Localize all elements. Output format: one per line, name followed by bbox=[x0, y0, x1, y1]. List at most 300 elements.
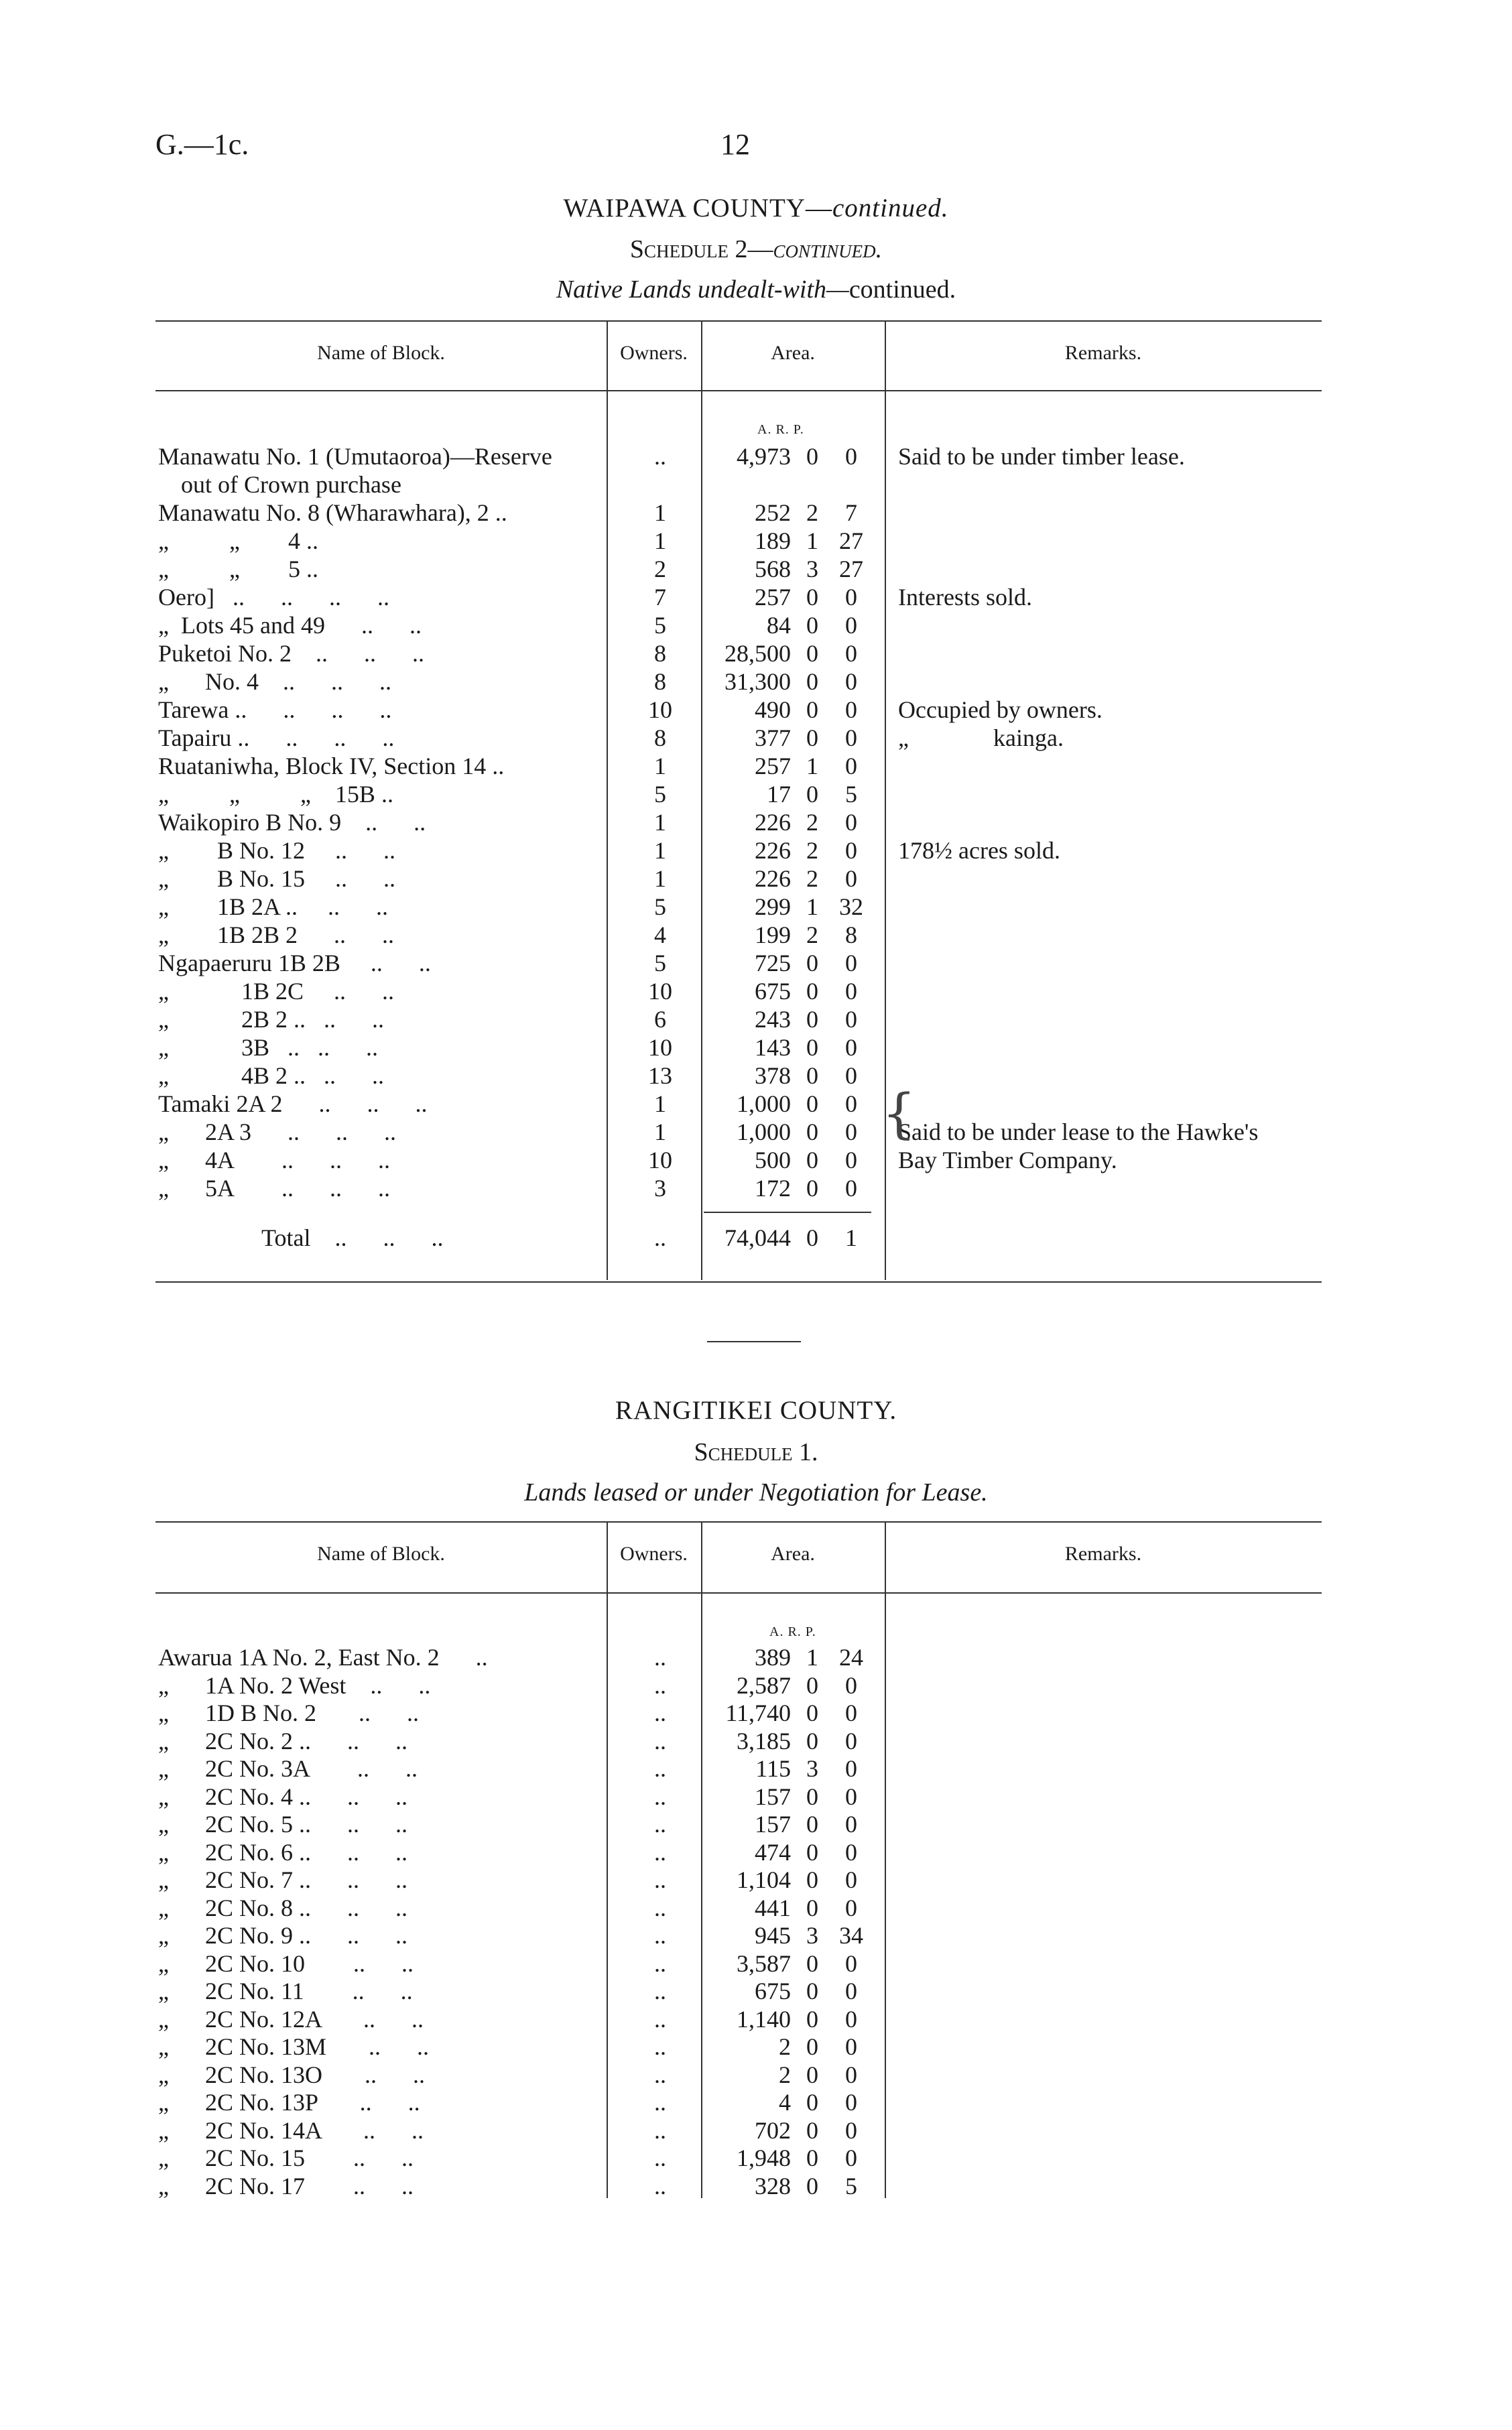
table-row bbox=[0, 1754, 1512, 1783]
block-name: „ 2A 3 .. .. .. bbox=[158, 1118, 396, 1145]
remarks-cell: Said to be under timber lease. bbox=[898, 443, 1185, 470]
owners-cell: .. bbox=[654, 2145, 666, 2171]
roods-cell: 0 bbox=[806, 443, 818, 470]
column-header-owners: Owners. bbox=[620, 1543, 688, 1565]
roods-cell: 0 bbox=[806, 1147, 818, 1173]
roods-cell: 0 bbox=[806, 2145, 818, 2171]
block-name: „ „ 4 .. bbox=[158, 527, 318, 554]
owners-cell: .. bbox=[654, 1838, 666, 1866]
total-perches: 1 bbox=[845, 1224, 857, 1251]
block-name: Awarua 1A No. 2, East No. 2 .. bbox=[158, 1644, 488, 1671]
roods-cell: 0 bbox=[806, 1671, 818, 1699]
acres-cell: 226 bbox=[755, 809, 791, 836]
owners-cell: 1 bbox=[654, 1090, 666, 1117]
table-row bbox=[0, 1062, 1512, 1090]
block-name: „ 2C No. 9 .. .. .. bbox=[158, 1922, 407, 1949]
perches-cell: 0 bbox=[845, 1978, 857, 2004]
roods-cell: 0 bbox=[806, 1949, 818, 1977]
section1-subtitle: Native Lands undealt-with—continued. bbox=[556, 275, 956, 304]
total-label: Total .. .. .. bbox=[261, 1224, 444, 1251]
table-row bbox=[0, 499, 1512, 527]
block-name: „ 2C No. 5 .. .. .. bbox=[158, 1811, 407, 1838]
owners-cell: .. bbox=[654, 1671, 666, 1699]
owners-cell: .. bbox=[654, 1811, 666, 1838]
block-name: „ 3B .. .. .. bbox=[158, 1034, 378, 1061]
acres-cell: 1,000 bbox=[737, 1118, 791, 1145]
roods-cell: 0 bbox=[806, 2172, 818, 2199]
roods-cell: 0 bbox=[806, 2033, 818, 2060]
table-row bbox=[0, 752, 1512, 780]
owners-cell: 8 bbox=[654, 640, 666, 667]
acres-cell: 257 bbox=[755, 753, 791, 779]
remarks-cell: Interests sold. bbox=[898, 584, 1032, 611]
table-row bbox=[0, 527, 1512, 555]
roods-cell: 2 bbox=[806, 921, 818, 948]
perches-cell: 0 bbox=[845, 2005, 857, 2033]
roods-cell: 0 bbox=[806, 1727, 818, 1754]
perches-cell: 0 bbox=[845, 809, 857, 836]
perches-cell: 0 bbox=[845, 724, 857, 751]
owners-cell: 7 bbox=[654, 584, 666, 611]
roods-cell: 0 bbox=[806, 668, 818, 695]
block-name: „ 2B 2 .. .. .. bbox=[158, 1006, 384, 1033]
remarks-cell: 178½ acres sold. bbox=[898, 837, 1060, 864]
section2-schedule: Schedule 1. bbox=[694, 1438, 818, 1466]
table-row bbox=[0, 667, 1512, 696]
roods-cell: 2 bbox=[806, 499, 818, 526]
perches-cell: 0 bbox=[845, 1894, 857, 1921]
perches-cell: 5 bbox=[845, 781, 857, 808]
owners-cell: .. bbox=[654, 2172, 666, 2199]
block-name: „ No. 4 .. .. .. bbox=[158, 668, 391, 695]
column-header-area: Area. bbox=[771, 1543, 815, 1565]
area-units: A. R. P. bbox=[769, 1624, 816, 1639]
block-name: Tapairu .. .. .. .. bbox=[158, 724, 395, 751]
roods-cell: 0 bbox=[806, 1118, 818, 1145]
block-name: Tamaki 2A 2 .. .. .. bbox=[158, 1090, 428, 1117]
perches-cell: 0 bbox=[845, 1034, 857, 1061]
roods-cell: 0 bbox=[806, 781, 818, 808]
column-header-name: Name of Block. bbox=[317, 342, 445, 364]
perches-cell: 0 bbox=[845, 612, 857, 639]
owners-cell: .. bbox=[654, 1978, 666, 2004]
owners-cell: .. bbox=[654, 1700, 666, 1726]
table-row bbox=[0, 611, 1512, 639]
roods-cell: 3 bbox=[806, 1922, 818, 1949]
acres-cell: 11,740 bbox=[725, 1700, 791, 1726]
section1-schedule: Schedule 2—continued. bbox=[629, 235, 883, 263]
perches-cell: 0 bbox=[845, 1700, 857, 1726]
table-row bbox=[0, 865, 1512, 893]
table-row bbox=[0, 2172, 1512, 2200]
acres-cell: 1,000 bbox=[737, 1090, 791, 1117]
perches-cell: 8 bbox=[845, 921, 857, 948]
acres-cell: 31,300 bbox=[724, 668, 791, 695]
block-name: „ 2C No. 13O .. .. bbox=[158, 2061, 425, 2088]
section-separator bbox=[707, 1341, 801, 1342]
owners-cell: .. bbox=[654, 443, 666, 470]
owners-cell: 6 bbox=[654, 1006, 666, 1033]
owners-cell: .. bbox=[654, 2033, 666, 2060]
column-header-area: Area. bbox=[771, 342, 815, 364]
table-header-rule bbox=[155, 1592, 1322, 1594]
block-name: „ 2C No. 2 .. .. .. bbox=[158, 1727, 407, 1754]
roods-cell: 2 bbox=[806, 809, 818, 836]
roods-cell: 3 bbox=[806, 556, 818, 582]
roods-cell: 0 bbox=[806, 1811, 818, 1838]
acres-cell: 725 bbox=[755, 950, 791, 976]
table-row bbox=[0, 1174, 1512, 1202]
total-owners: .. bbox=[654, 1224, 666, 1251]
owners-cell: 10 bbox=[648, 978, 672, 1005]
perches-cell: 7 bbox=[845, 499, 857, 526]
owners-cell: .. bbox=[654, 1922, 666, 1949]
perches-cell: 0 bbox=[845, 1755, 857, 1782]
total-roods: 0 bbox=[806, 1224, 818, 1251]
perches-cell: 0 bbox=[845, 865, 857, 892]
owners-cell: .. bbox=[654, 2089, 666, 2116]
table-row bbox=[0, 724, 1512, 752]
section1-county-title: WAIPAWA COUNTY—continued. bbox=[563, 194, 949, 222]
acres-cell: 328 bbox=[755, 2172, 791, 2199]
block-name: Manawatu No. 1 (Umutaoroa)—Reserve bbox=[158, 443, 552, 470]
block-name: „ 2C No. 13P .. .. bbox=[158, 2089, 420, 2116]
perches-cell: 0 bbox=[845, 1866, 857, 1893]
section2-subtitle: Lands leased or under Negotiation for Lease. bbox=[524, 1478, 988, 1507]
table-top-rule bbox=[155, 320, 1322, 322]
acres-cell: 500 bbox=[755, 1147, 791, 1173]
owners-cell: .. bbox=[654, 2005, 666, 2033]
roods-cell: 0 bbox=[806, 1838, 818, 1866]
roods-cell: 0 bbox=[806, 950, 818, 976]
brace-mark: { bbox=[882, 1082, 916, 1145]
acres-cell: 172 bbox=[755, 1175, 791, 1202]
table-row bbox=[0, 1146, 1512, 1174]
perches-cell: 0 bbox=[845, 668, 857, 695]
acres-cell: 4,973 bbox=[737, 443, 791, 470]
acres-cell: 199 bbox=[755, 921, 791, 948]
acres-cell: 157 bbox=[755, 1811, 791, 1838]
owners-cell: .. bbox=[654, 2116, 666, 2144]
perches-cell: 0 bbox=[845, 2033, 857, 2060]
column-header-remarks: Remarks. bbox=[1064, 1543, 1142, 1565]
table-header-rule bbox=[155, 390, 1322, 391]
perches-cell: 27 bbox=[839, 527, 863, 554]
perches-cell: 0 bbox=[845, 1838, 857, 1866]
table-row bbox=[0, 977, 1512, 1005]
acres-cell: 675 bbox=[755, 978, 791, 1005]
table-row bbox=[0, 1727, 1512, 1755]
acres-cell: 252 bbox=[755, 499, 791, 526]
owners-cell: 1 bbox=[654, 865, 666, 892]
perches-cell: 0 bbox=[845, 2061, 857, 2088]
roods-cell: 0 bbox=[806, 696, 818, 723]
table-row bbox=[0, 1643, 1512, 1671]
owners-cell: 10 bbox=[648, 696, 672, 723]
block-name: Puketoi No. 2 .. .. .. bbox=[158, 640, 425, 667]
acres-cell: 1,140 bbox=[737, 2005, 791, 2033]
table-row bbox=[0, 1921, 1512, 1949]
perches-cell: 0 bbox=[845, 950, 857, 976]
column-header-remarks: Remarks. bbox=[1064, 342, 1142, 364]
roods-cell: 0 bbox=[806, 1090, 818, 1117]
area-units: A. R. P. bbox=[757, 422, 804, 437]
acres-cell: 378 bbox=[755, 1062, 791, 1089]
perches-cell: 0 bbox=[845, 1062, 857, 1089]
perches-cell: 0 bbox=[845, 1949, 857, 1977]
table-row bbox=[0, 1090, 1512, 1118]
block-name: „ B No. 15 .. .. bbox=[158, 865, 395, 892]
acres-cell: 257 bbox=[755, 584, 791, 611]
acres-cell: 675 bbox=[755, 1978, 791, 2004]
roods-cell: 0 bbox=[806, 724, 818, 751]
roods-cell: 1 bbox=[806, 753, 818, 779]
perches-cell: 0 bbox=[845, 696, 857, 723]
page-number: 12 bbox=[720, 128, 750, 161]
perches-cell: 0 bbox=[845, 753, 857, 779]
owners-cell: 1 bbox=[654, 527, 666, 554]
block-name: „ 2C No. 12A .. .. bbox=[158, 2005, 424, 2033]
perches-cell: 34 bbox=[839, 1922, 863, 1949]
block-name: „ 1B 2A .. .. .. bbox=[158, 893, 389, 920]
remarks-cell: Said to be under lease to the Hawke's bbox=[898, 1118, 1259, 1145]
perches-cell: 0 bbox=[845, 1090, 857, 1117]
owners-cell: .. bbox=[654, 1894, 666, 1921]
block-name: Oero] .. .. .. .. bbox=[158, 584, 389, 611]
roods-cell: 0 bbox=[806, 1866, 818, 1893]
owners-cell: .. bbox=[654, 1783, 666, 1810]
roods-cell: 0 bbox=[806, 978, 818, 1005]
block-name: „ 2C No. 15 .. .. bbox=[158, 2145, 414, 2171]
acres-cell: 226 bbox=[755, 837, 791, 864]
owners-cell: .. bbox=[654, 1755, 666, 1782]
column-header-owners: Owners. bbox=[620, 342, 688, 364]
block-name: „ 4B 2 .. .. .. bbox=[158, 1062, 384, 1089]
acres-cell: 115 bbox=[755, 1755, 791, 1782]
perches-cell: 0 bbox=[845, 1727, 857, 1754]
owners-cell: 5 bbox=[654, 612, 666, 639]
acres-cell: 4 bbox=[779, 2089, 791, 2116]
acres-cell: 299 bbox=[755, 893, 791, 920]
table-row bbox=[0, 1838, 1512, 1866]
block-name: „ 1D B No. 2 .. .. bbox=[158, 1700, 419, 1726]
table-row bbox=[0, 1033, 1512, 1062]
block-name: „ 1A No. 2 West .. .. bbox=[158, 1671, 431, 1699]
table-row bbox=[0, 1894, 1512, 1922]
remarks-cell: Occupied by owners. bbox=[898, 696, 1102, 723]
table-row bbox=[0, 583, 1512, 611]
roods-cell: 0 bbox=[806, 612, 818, 639]
acres-cell: 2 bbox=[779, 2061, 791, 2088]
table-bottom-rule bbox=[155, 1281, 1322, 1283]
acres-cell: 389 bbox=[755, 1644, 791, 1671]
perches-cell: 0 bbox=[845, 1175, 857, 1202]
table-top-rule bbox=[155, 1521, 1322, 1523]
block-name: Tarewa .. .. .. .. bbox=[158, 696, 392, 723]
acres-cell: 474 bbox=[755, 1838, 791, 1866]
perches-cell: 0 bbox=[845, 443, 857, 470]
table-row bbox=[0, 921, 1512, 949]
table-row bbox=[0, 1005, 1512, 1033]
roods-cell: 1 bbox=[806, 893, 818, 920]
block-name: „ 2C No. 17 .. .. bbox=[158, 2172, 414, 2199]
table-row bbox=[0, 808, 1512, 836]
acres-cell: 28,500 bbox=[724, 640, 791, 667]
block-name: out of Crown purchase bbox=[181, 471, 401, 498]
roods-cell: 1 bbox=[806, 1644, 818, 1671]
acres-cell: 1,104 bbox=[737, 1866, 791, 1893]
perches-cell: 0 bbox=[845, 1006, 857, 1033]
document-code: G.—1c. bbox=[155, 128, 249, 161]
owners-cell: 13 bbox=[648, 1062, 672, 1089]
roods-cell: 0 bbox=[806, 1783, 818, 1810]
owners-cell: 2 bbox=[654, 556, 666, 582]
roods-cell: 3 bbox=[806, 1755, 818, 1782]
perches-cell: 0 bbox=[845, 1671, 857, 1699]
block-name: „ 2C No. 10 .. .. bbox=[158, 1949, 414, 1977]
block-name: „ „ 5 .. bbox=[158, 556, 318, 582]
table-row bbox=[0, 1949, 1512, 1978]
table-row bbox=[0, 1783, 1512, 1811]
table-row bbox=[0, 1118, 1512, 1146]
table-row bbox=[0, 555, 1512, 583]
roods-cell: 0 bbox=[806, 1034, 818, 1061]
acres-cell: 3,185 bbox=[737, 1727, 791, 1754]
owners-cell: .. bbox=[654, 1949, 666, 1977]
table-row bbox=[0, 2116, 1512, 2145]
block-name: Waikopiro B No. 9 .. .. bbox=[158, 809, 426, 836]
block-name: „ 2C No. 13M .. .. bbox=[158, 2033, 429, 2060]
block-name: „ B No. 12 .. .. bbox=[158, 837, 395, 864]
total-rule bbox=[704, 1212, 871, 1213]
perches-cell: 24 bbox=[839, 1644, 863, 1671]
block-name: Ruataniwha, Block IV, Section 14 .. bbox=[158, 753, 505, 779]
block-name: „ 2C No. 3A .. .. bbox=[158, 1755, 418, 1782]
roods-cell: 0 bbox=[806, 1894, 818, 1921]
roods-cell: 0 bbox=[806, 584, 818, 611]
block-name: „ „ „ 15B .. bbox=[158, 781, 393, 808]
block-name: „ 1B 2B 2 .. .. bbox=[158, 921, 395, 948]
total-acres: 74,044 bbox=[724, 1224, 791, 1251]
perches-cell: 0 bbox=[845, 1783, 857, 1810]
table-row bbox=[0, 1671, 1512, 1700]
table-row bbox=[0, 2088, 1512, 2116]
owners-cell: 10 bbox=[648, 1034, 672, 1061]
table-row bbox=[0, 1977, 1512, 2005]
perches-cell: 0 bbox=[845, 640, 857, 667]
acres-cell: 441 bbox=[755, 1894, 791, 1921]
table-row bbox=[0, 893, 1512, 921]
perches-cell: 0 bbox=[845, 2116, 857, 2144]
perches-cell: 0 bbox=[845, 584, 857, 611]
perches-cell: 0 bbox=[845, 837, 857, 864]
owners-cell: 5 bbox=[654, 781, 666, 808]
block-name: „ 2C No. 8 .. .. .. bbox=[158, 1894, 407, 1921]
perches-cell: 0 bbox=[845, 2089, 857, 2116]
block-name: „ 2C No. 7 .. .. .. bbox=[158, 1866, 407, 1893]
acres-cell: 490 bbox=[755, 696, 791, 723]
section2-county-title: RANGITIKEI COUNTY. bbox=[615, 1396, 897, 1425]
acres-cell: 945 bbox=[755, 1922, 791, 1949]
table-row bbox=[0, 2005, 1512, 2033]
roods-cell: 1 bbox=[806, 527, 818, 554]
roods-cell: 0 bbox=[806, 1700, 818, 1726]
owners-cell: 1 bbox=[654, 837, 666, 864]
acres-cell: 2 bbox=[779, 2033, 791, 2060]
owners-cell: 1 bbox=[654, 753, 666, 779]
block-name: „ 2C No. 11 .. .. bbox=[158, 1978, 413, 2004]
roods-cell: 0 bbox=[806, 2116, 818, 2144]
block-name: Manawatu No. 8 (Wharawhara), 2 .. bbox=[158, 499, 507, 526]
roods-cell: 0 bbox=[806, 1175, 818, 1202]
acres-cell: 157 bbox=[755, 1783, 791, 1810]
remarks-cell: Bay Timber Company. bbox=[898, 1147, 1117, 1173]
table-row bbox=[0, 639, 1512, 667]
acres-cell: 702 bbox=[755, 2116, 791, 2144]
table-row bbox=[0, 2061, 1512, 2089]
owners-cell: 3 bbox=[654, 1175, 666, 1202]
owners-cell: 4 bbox=[654, 921, 666, 948]
acres-cell: 17 bbox=[767, 781, 791, 808]
total-row bbox=[0, 1224, 1512, 1252]
perches-cell: 0 bbox=[845, 1811, 857, 1838]
perches-cell: 0 bbox=[845, 1147, 857, 1173]
table-row bbox=[0, 442, 1512, 470]
acres-cell: 377 bbox=[755, 724, 791, 751]
roods-cell: 0 bbox=[806, 1006, 818, 1033]
owners-cell: 8 bbox=[654, 724, 666, 751]
acres-cell: 1,948 bbox=[737, 2145, 791, 2171]
owners-cell: 1 bbox=[654, 499, 666, 526]
perches-cell: 32 bbox=[839, 893, 863, 920]
block-name: „ 2C No. 6 .. .. .. bbox=[158, 1838, 407, 1866]
owners-cell: .. bbox=[654, 1727, 666, 1754]
roods-cell: 0 bbox=[806, 2005, 818, 2033]
roods-cell: 0 bbox=[806, 2089, 818, 2116]
owners-cell: 8 bbox=[654, 668, 666, 695]
roods-cell: 0 bbox=[806, 640, 818, 667]
acres-cell: 189 bbox=[755, 527, 791, 554]
block-name: „ 2C No. 4 .. .. .. bbox=[158, 1783, 407, 1810]
perches-cell: 0 bbox=[845, 2145, 857, 2171]
block-name: Ngapaeruru 1B 2B .. .. bbox=[158, 950, 431, 976]
acres-cell: 3,587 bbox=[737, 1949, 791, 1977]
owners-cell: 5 bbox=[654, 893, 666, 920]
perches-cell: 0 bbox=[845, 978, 857, 1005]
column-header-name: Name of Block. bbox=[317, 1543, 445, 1565]
remarks-cell: „ kainga. bbox=[898, 724, 1064, 751]
owners-cell: 1 bbox=[654, 1118, 666, 1145]
table-row bbox=[0, 696, 1512, 724]
perches-cell: 27 bbox=[839, 556, 863, 582]
acres-cell: 226 bbox=[755, 865, 791, 892]
roods-cell: 2 bbox=[806, 865, 818, 892]
roods-cell: 0 bbox=[806, 1978, 818, 2004]
acres-cell: 2,587 bbox=[737, 1671, 791, 1699]
owners-cell: 5 bbox=[654, 950, 666, 976]
table-row bbox=[0, 2144, 1512, 2172]
table-row bbox=[0, 2033, 1512, 2061]
owners-cell: .. bbox=[654, 1644, 666, 1671]
table-row bbox=[0, 1699, 1512, 1727]
table-row bbox=[0, 1810, 1512, 1838]
table-row bbox=[0, 1866, 1512, 1894]
roods-cell: 2 bbox=[806, 837, 818, 864]
owners-cell: 10 bbox=[648, 1147, 672, 1173]
roods-cell: 0 bbox=[806, 1062, 818, 1089]
acres-cell: 568 bbox=[755, 556, 791, 582]
perches-cell: 0 bbox=[845, 1118, 857, 1145]
